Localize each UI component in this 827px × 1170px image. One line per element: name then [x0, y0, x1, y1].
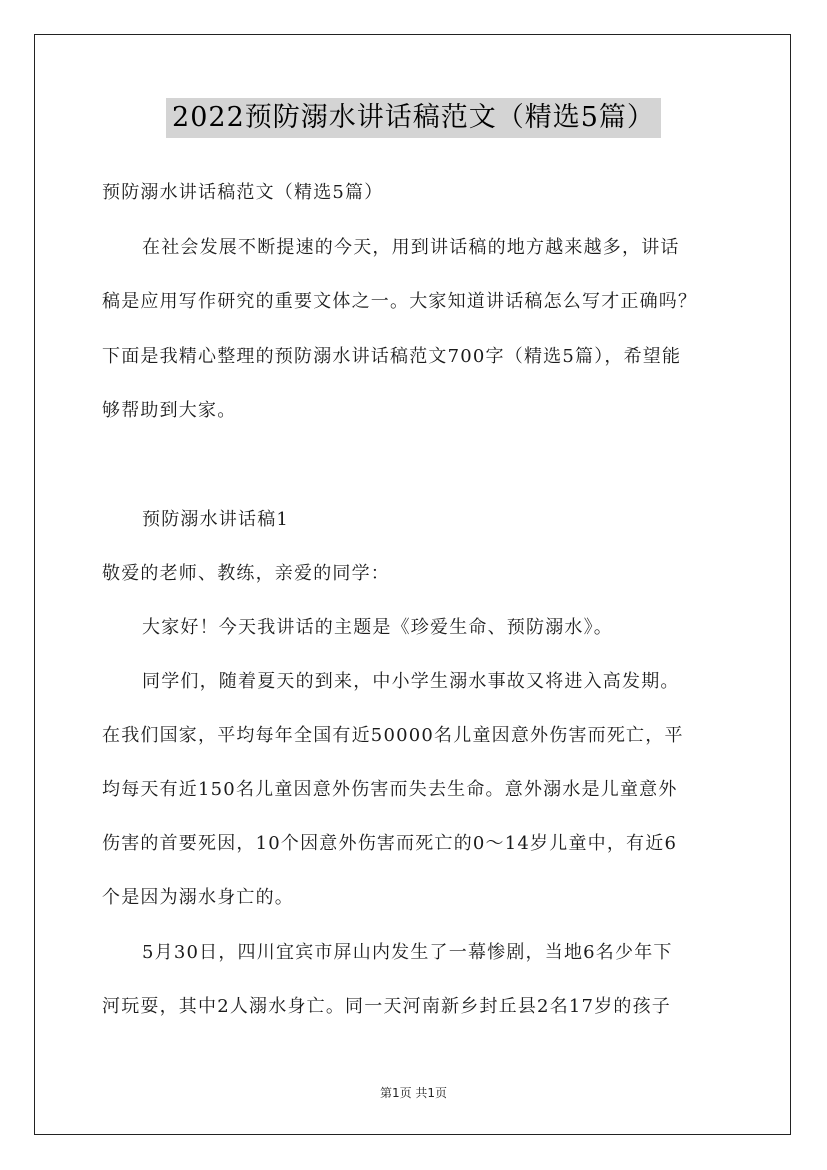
document-title: 2022预防溺水讲话稿范文（精选5篇） — [166, 98, 661, 138]
page-number: 第1页 共1页 — [379, 1086, 448, 1100]
body-line: 大家好！今天我讲话的主题是《珍爱生命、预防溺水》。 — [142, 617, 613, 638]
body-line: 敬爱的老师、教练，亲爱的同学： — [102, 563, 390, 584]
body-line: 伤害的首要死因，10个因意外伤害而死亡的0～14岁儿童中，有近6 — [102, 833, 678, 854]
body-line: 均每天有近150名儿童因意外伤害而失去生命。意外溺水是儿童意外 — [102, 779, 678, 800]
body-line: 同学们，随着夏天的到来，中小学生溺水事故又将进入高发期。 — [142, 671, 680, 692]
body-line: 够帮助到大家。 — [102, 400, 237, 421]
body-line: 河玩耍，其中2人溺水身亡。同一天河南新乡封丘县2名17岁的孩子 — [102, 996, 672, 1017]
body-line: 在我们国家，平均每年全国有近50000名儿童因意外伤害而死亡，平 — [102, 725, 684, 746]
body-line: 5月30日，四川宜宾市屏山内发生了一幕惨剧，当地6名少年下 — [142, 942, 673, 963]
section-heading: 预防溺水讲话稿1 — [142, 509, 290, 530]
title-container — [0, 98, 827, 138]
body-line: 下面是我精心整理的预防溺水讲话稿范文700字（精选5篇），希望能 — [102, 346, 682, 367]
body-line: 在社会发展不断提速的今天，用到讲话稿的地方越来越多，讲话 — [142, 237, 680, 258]
body-line: 预防溺水讲话稿范文（精选5篇） — [102, 182, 384, 203]
body-line: 个是因为溺水身亡的。 — [102, 887, 294, 908]
body-line: 稿是应用写作研究的重要文体之一。大家知道讲话稿怎么写才正确吗？ — [102, 291, 698, 312]
